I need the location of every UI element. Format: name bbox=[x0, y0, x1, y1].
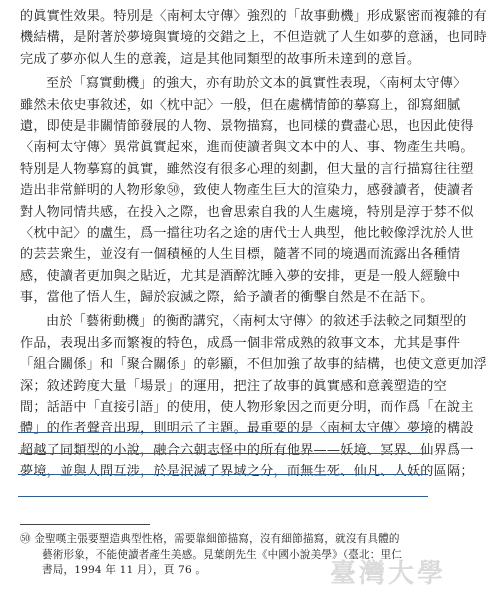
text-line: 雖然未依史事敘述，如〈枕中記〉一般，但在處構情節的摹寫上，卻寫細膩 bbox=[20, 97, 461, 113]
text-line: 〈枕中記〉的盧生，爲一擋往功名之途的唐代士人典型，他比較像浮沈於人世 bbox=[20, 225, 474, 241]
highlight-underline bbox=[18, 474, 428, 475]
text-line: 「組合關係」和「聚合關係」的彰顯，不但加強了故事的結構，也使文意更加浮 bbox=[20, 357, 487, 373]
text-line: 對人物同情共感，在投入之際，也會思索自我的人生處境，特別是淳于棼不似 bbox=[20, 204, 474, 220]
footnote-line: 藝術形象，不能使讀者產生美感。見葉朗先生《中國小說美學》（臺北：里仁 bbox=[42, 548, 402, 561]
text-line: 的眞實性效果。特別是〈南柯太守傳〉強烈的「故事動機」形成緊密而複雜的有 bbox=[20, 9, 487, 24]
footnote-marker: ㊿ bbox=[20, 533, 31, 545]
text-line: 完成了夢亦似人生的意義，這是其他同類型的故事所未達到的意旨。 bbox=[20, 51, 421, 67]
text-line: 機結構，是附著於夢境與實境的交錯之上，不但造就了人生如夢的意涵，也同時 bbox=[20, 30, 487, 46]
footnote-line: 書局，1994 年 11 月），頁 76 。 bbox=[42, 564, 207, 576]
text-line: 事，當他了悟人生，歸於寂滅之際，給予讀者的衝擊自然是不在話下。 bbox=[20, 290, 434, 306]
document-body bbox=[20, 6, 487, 483]
text-line: 夢境，並與人間互涉，於是泯滅了界域之分，而無生死、仙凡、人妖的區隔； bbox=[20, 464, 474, 480]
text-line: 遺，即使是非關情節發展的人物、景物描寫，也同樣的費盡心思，也因此使得 bbox=[20, 118, 474, 134]
text-line: 超越了同類型的小說，融合六朝志怪中的所有他界——妖境、冥界、仙界爲一 bbox=[20, 442, 474, 458]
text-line: 的芸芸衆生，並沒有一個積極的人生目標，隨著不同的境遇而流露出各種情 bbox=[20, 247, 461, 263]
text-line: 間；話語中「直接引語」的使用，使人物形象因之而更分明，而作爲「在說主 bbox=[20, 400, 474, 416]
text-line: 體」的作者聲音出現，則明示了主題。最重要的是〈南柯太守傳〉夢境的構設 bbox=[20, 421, 474, 437]
footnote-line bbox=[20, 532, 420, 548]
footnote-text: 金聖嘆主張要塑造典型性格，需要靠細節描寫，沒有細節描寫，就沒有具體的 bbox=[34, 533, 400, 545]
highlight-underline bbox=[18, 496, 428, 497]
text-line: 特別是人物摹寫的眞實，雖然沒有很多心理的刻劃，但大量的言行描寫往往塑 bbox=[20, 161, 474, 177]
text-line: 感，使讀者更加與之貼近，尤其是酒醉沈睡入夢的安排，更是一般人經驗中 bbox=[20, 268, 461, 284]
footnote-separator bbox=[20, 524, 150, 525]
paragraph-start-line: 由於「藝術動機」的衡酌講究，〈南柯太守傳〉的敘述手法較之同類型的 bbox=[46, 314, 467, 330]
paragraph-start-line: 至於「寫實動機」的強大，亦有助於文本的眞實性表現，〈南柯太守傳〉 bbox=[46, 76, 467, 92]
text-line: 〈南柯太守傳〉異常眞實起來，進而使讀者與文本中的人、事、物產生共鳴。 bbox=[20, 140, 474, 156]
text-line: 作品，表現出多而繁複的特色，成爲一個非常成熟的敘事文本，尤其是事件 bbox=[20, 335, 461, 351]
highlight-underline bbox=[18, 453, 428, 454]
text-line: 造出非常鮮明的人物形象㊿，致使人物產生巨大的渲染力，感發讀者，使讀者 bbox=[20, 183, 474, 199]
highlight-underline bbox=[18, 432, 428, 433]
watermark: 臺灣大學 bbox=[329, 559, 446, 589]
text-line: 深；敘述跨度大量「場景」的運用，把注了故事的眞實感和意義塑造的空 bbox=[20, 378, 447, 394]
